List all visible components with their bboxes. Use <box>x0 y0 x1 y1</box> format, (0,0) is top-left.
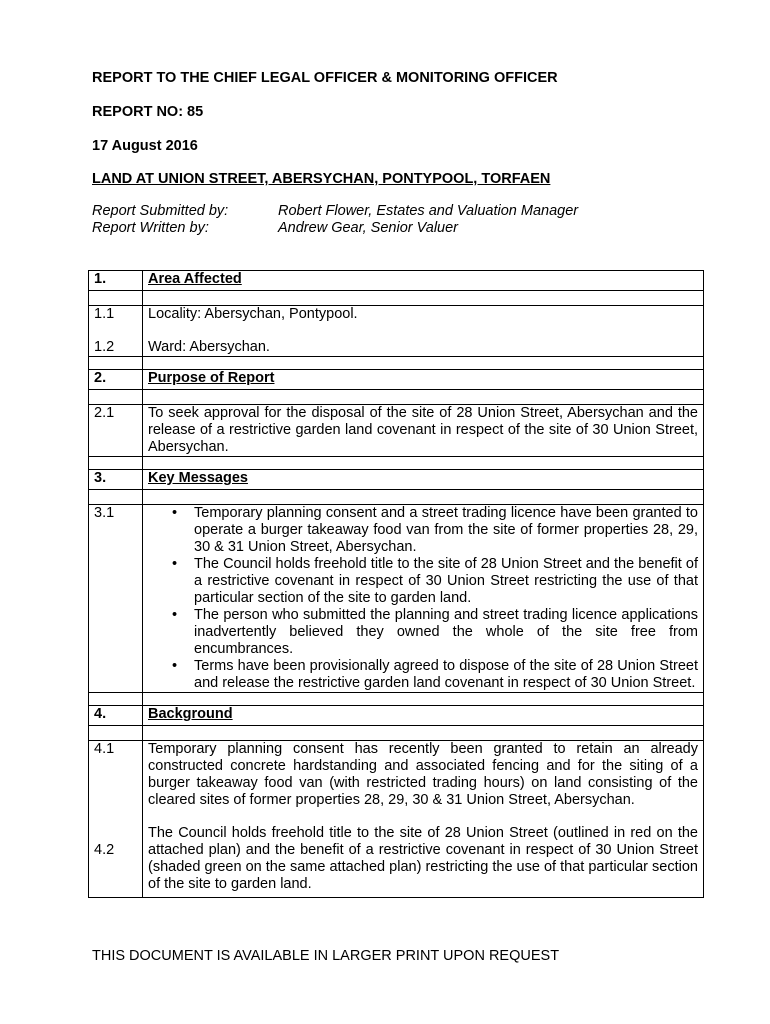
item-numbers <box>89 741 143 898</box>
section-header-row <box>89 470 704 490</box>
section-number: 1. <box>89 271 143 291</box>
item-number: 1.2 <box>94 339 115 355</box>
spacer-row <box>89 457 704 470</box>
table-row <box>89 741 704 898</box>
spacer-row <box>89 357 704 370</box>
section-number: 4. <box>89 706 143 726</box>
item-number: 4.2 <box>94 842 115 858</box>
item-number: 1.1 <box>94 306 115 322</box>
spacer-row <box>89 490 704 505</box>
written-by-value: Andrew Gear, Senior Valuer <box>278 220 459 236</box>
key-messages-list-cell <box>143 505 704 693</box>
large-print-notice: THIS DOCUMENT IS AVAILABLE IN LARGER PRINT UPON REQUEST <box>92 948 560 964</box>
item-number: 2.1 <box>89 405 143 457</box>
item-number: 4.1 <box>94 741 115 757</box>
table-row <box>89 505 704 693</box>
submitted-by-row <box>92 203 578 220</box>
ward-text: Ward: Abersychan. <box>148 339 270 355</box>
section-number: 3. <box>89 470 143 490</box>
bullet-icon: • <box>172 505 178 521</box>
bullet-text: Terms have been provisionally agreed to dispose of the site of 28 Union Street and release the restrictive garden land covenant in respect of 30 Union Street. <box>194 658 698 691</box>
section-title-background: Background <box>143 706 704 726</box>
bullet-text: The Council holds freehold title to the site of 28 Union Street and the benefit of a restrictive covenant in respect of 30 Union Street restricting the use of that particular section of the site to garden land. <box>194 556 698 606</box>
key-messages-list <box>148 505 698 692</box>
list-item <box>148 607 698 658</box>
written-by-label: Report Written by: <box>92 220 209 236</box>
report-subject: LAND AT UNION STREET, ABERSYCHAN, PONTYPOOL, TORFAEN <box>92 171 551 187</box>
list-item <box>148 658 698 692</box>
locality-text: Locality: Abersychan, Pontypool. <box>148 306 358 322</box>
report-authors <box>92 203 578 237</box>
table-row <box>89 306 704 357</box>
bullet-icon: • <box>172 556 178 572</box>
bullet-icon: • <box>172 658 178 674</box>
spacer-row <box>89 726 704 741</box>
item-texts <box>143 306 704 357</box>
written-by-row <box>92 220 578 237</box>
bullet-icon: • <box>172 607 178 623</box>
section-title-key-messages: Key Messages <box>143 470 704 490</box>
background-text: The Council holds freehold title to the site of 28 Union Street (outlined in red on the attached plan) and the benefit of a restrictive covenant in respect of 30 Union Street (shaded green on the same attached plan) restricting the use of that particular section of the site to garden land. <box>148 825 698 892</box>
submitted-by-value: Robert Flower, Estates and Valuation Manager <box>278 203 579 219</box>
item-numbers <box>89 306 143 357</box>
submitted-by-label: Report Submitted by: <box>92 203 229 219</box>
report-date: 17 August 2016 <box>92 138 198 154</box>
section-header-row <box>89 370 704 390</box>
spacer-row <box>89 693 704 706</box>
item-number: 3.1 <box>89 505 143 693</box>
list-item <box>148 505 698 556</box>
item-texts <box>143 741 704 898</box>
bullet-text: Temporary planning consent and a street trading licence have been granted to operate a burger takeaway food van from the site of former properties 28, 29, 30 & 31 Union Street, Abersychan. <box>194 505 698 555</box>
section-header-row <box>89 271 704 291</box>
background-text: Temporary planning consent has recently been granted to retain an already constructed concrete hardstanding and associated fencing and for the siting of a burger takeaway food van (with restricted trading hours) on land consisting of the cleared sites of former properties 28, 29, 30 & 31 Union Street, Abersychan. <box>148 741 698 808</box>
spacer-row <box>89 390 704 405</box>
spacer-row <box>89 291 704 306</box>
section-title-area-affected: Area Affected <box>143 271 704 291</box>
section-number: 2. <box>89 370 143 390</box>
report-table <box>88 270 704 898</box>
report-number: REPORT NO: 85 <box>92 104 204 120</box>
section-header-row <box>89 706 704 726</box>
section-title-purpose: Purpose of Report <box>143 370 704 390</box>
table-row <box>89 405 704 457</box>
purpose-text: To seek approval for the disposal of the site of 28 Union Street, Abersychan and the release of a restrictive garden land covenant in respect of the site of 30 Union Street, Abersychan. <box>143 405 704 457</box>
report-recipient-heading: REPORT TO THE CHIEF LEGAL OFFICER & MONITORING OFFICER <box>92 70 558 86</box>
list-item <box>148 556 698 607</box>
bullet-text: The person who submitted the planning and street trading licence applications inadvertently believed they owned the whole of the site free from encumbrances. <box>194 607 698 657</box>
